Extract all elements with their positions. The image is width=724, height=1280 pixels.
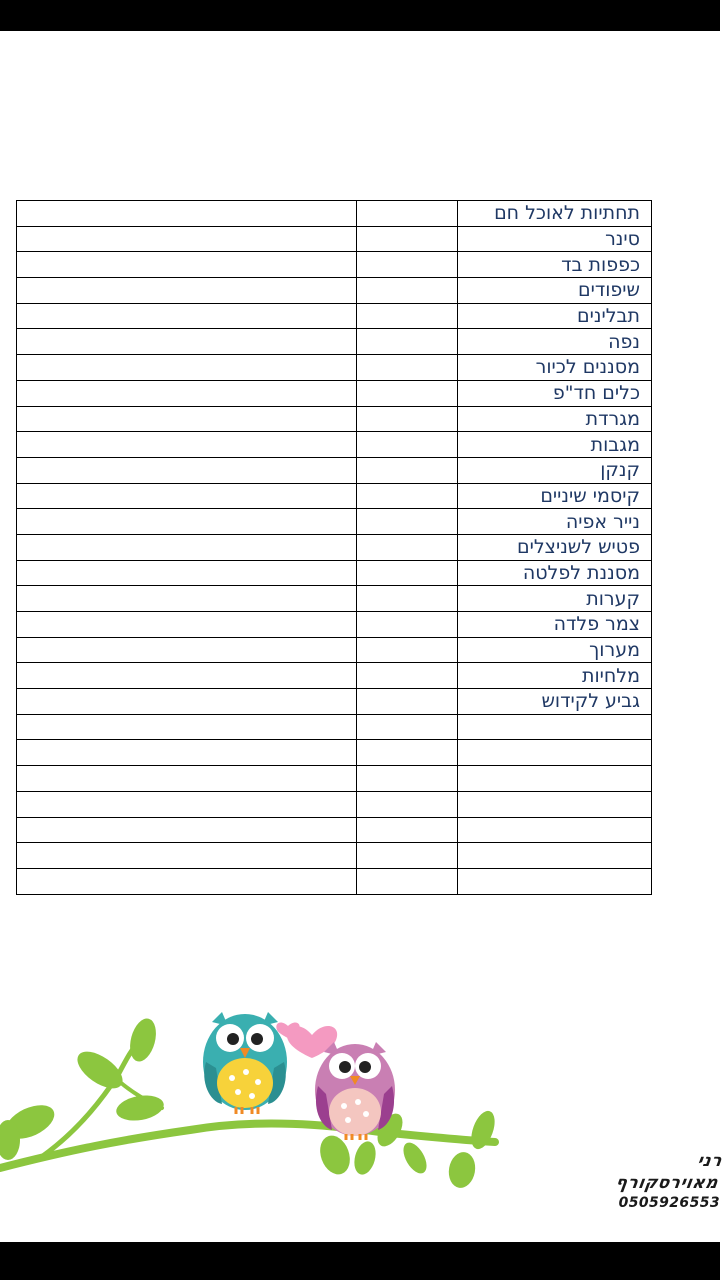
notes-cell xyxy=(17,457,357,483)
notes-cell xyxy=(17,201,357,227)
notes-cell xyxy=(17,766,357,792)
item-name-cell: קיסמי שיניים xyxy=(458,483,652,509)
table-row xyxy=(17,201,652,227)
notes-cell xyxy=(17,278,357,304)
signature-phone: 0505926553 xyxy=(618,1195,720,1211)
leaf xyxy=(315,1131,355,1178)
item-name-cell: מסננת לפלטה xyxy=(458,560,652,586)
notes-cell xyxy=(17,509,357,535)
table-row xyxy=(17,714,652,740)
leaf xyxy=(114,1092,165,1124)
quantity-cell xyxy=(357,843,458,869)
quantity-cell xyxy=(357,766,458,792)
leaf xyxy=(399,1139,432,1177)
signature-block xyxy=(606,1150,724,1212)
notes-cell xyxy=(17,637,357,663)
quantity-cell xyxy=(357,586,458,612)
notes-cell xyxy=(17,817,357,843)
table-row xyxy=(17,689,652,715)
teal-owl xyxy=(203,1012,287,1114)
table-row xyxy=(17,766,652,792)
quantity-cell xyxy=(357,791,458,817)
quantity-cell xyxy=(357,201,458,227)
status-bar xyxy=(0,0,720,31)
table-row xyxy=(17,637,652,663)
notes-cell xyxy=(17,303,357,329)
item-name-cell: מגבות xyxy=(458,432,652,458)
quantity-cell xyxy=(357,560,458,586)
quantity-cell xyxy=(357,355,458,381)
navigation-bar xyxy=(0,1242,720,1280)
table-row xyxy=(17,534,652,560)
quantity-cell xyxy=(357,534,458,560)
item-name-cell xyxy=(458,843,652,869)
item-name-cell xyxy=(458,817,652,843)
notes-cell xyxy=(17,843,357,869)
table-row xyxy=(17,612,652,638)
quantity-cell xyxy=(357,817,458,843)
item-name-cell: פטיש לשניצלים xyxy=(458,534,652,560)
notes-cell xyxy=(17,612,357,638)
item-name-cell: תחתיות לאוכל חם xyxy=(458,201,652,227)
item-name-cell: נייר אפיה xyxy=(458,509,652,535)
table-row xyxy=(17,303,652,329)
notes-cell xyxy=(17,252,357,278)
item-name-cell: מסננים לכיור xyxy=(458,355,652,381)
table-row xyxy=(17,868,652,894)
table-row xyxy=(17,278,652,304)
item-name-cell xyxy=(458,766,652,792)
quantity-cell xyxy=(357,303,458,329)
quantity-cell xyxy=(357,252,458,278)
item-name-cell: מגרדת xyxy=(458,406,652,432)
notes-cell xyxy=(17,560,357,586)
checklist-table xyxy=(16,200,652,895)
notes-cell xyxy=(17,868,357,894)
notes-cell xyxy=(17,355,357,381)
item-name-cell: צמר פלדה xyxy=(458,612,652,638)
quantity-cell xyxy=(357,278,458,304)
item-name-cell: סינר xyxy=(458,226,652,252)
quantity-cell xyxy=(357,637,458,663)
item-name-cell: מערוך xyxy=(458,637,652,663)
item-name-cell xyxy=(458,791,652,817)
quantity-cell xyxy=(357,663,458,689)
notes-cell xyxy=(17,740,357,766)
table-row xyxy=(17,663,652,689)
signature-name: רני מאוירסקורף xyxy=(613,1151,724,1193)
quantity-cell xyxy=(357,509,458,535)
table-row xyxy=(17,329,652,355)
notes-cell xyxy=(17,586,357,612)
quantity-cell xyxy=(357,612,458,638)
quantity-cell xyxy=(357,380,458,406)
notes-cell xyxy=(17,329,357,355)
notes-cell xyxy=(17,226,357,252)
owls-on-branch-illustration xyxy=(0,990,500,1195)
table-row xyxy=(17,791,652,817)
table-row xyxy=(17,457,652,483)
quantity-cell xyxy=(357,329,458,355)
purple-owl xyxy=(315,1042,395,1140)
notes-cell xyxy=(17,380,357,406)
leaf xyxy=(351,1139,379,1177)
item-name-cell: נפה xyxy=(458,329,652,355)
quantity-cell xyxy=(357,689,458,715)
table-row xyxy=(17,406,652,432)
quantity-cell xyxy=(357,406,458,432)
quantity-cell xyxy=(357,457,458,483)
quantity-cell xyxy=(357,432,458,458)
table-row xyxy=(17,380,652,406)
item-name-cell xyxy=(458,740,652,766)
quantity-cell xyxy=(357,740,458,766)
table-row xyxy=(17,355,652,381)
notes-cell xyxy=(17,406,357,432)
quantity-cell xyxy=(357,226,458,252)
table-row xyxy=(17,817,652,843)
item-name-cell: קערות xyxy=(458,586,652,612)
item-name-cell xyxy=(458,714,652,740)
table-row xyxy=(17,252,652,278)
notes-cell xyxy=(17,791,357,817)
notes-cell xyxy=(17,714,357,740)
item-name-cell: תבלינים xyxy=(458,303,652,329)
table-row xyxy=(17,843,652,869)
quantity-cell xyxy=(357,483,458,509)
quantity-cell xyxy=(357,868,458,894)
table-row xyxy=(17,586,652,612)
item-name-cell: כפפות בד xyxy=(458,252,652,278)
notes-cell xyxy=(17,689,357,715)
item-name-cell: כלים חד"פ xyxy=(458,380,652,406)
table-row xyxy=(17,483,652,509)
quantity-cell xyxy=(357,714,458,740)
notes-cell xyxy=(17,663,357,689)
item-name-cell: גביע לקידוש xyxy=(458,689,652,715)
table-row xyxy=(17,560,652,586)
notes-cell xyxy=(17,483,357,509)
table-row xyxy=(17,432,652,458)
item-name-cell: שיפודים xyxy=(458,278,652,304)
table-row xyxy=(17,226,652,252)
item-name-cell xyxy=(458,868,652,894)
item-name-cell: מלחיות xyxy=(458,663,652,689)
table-row xyxy=(17,509,652,535)
notes-cell xyxy=(17,432,357,458)
table-row xyxy=(17,740,652,766)
item-name-cell: קנקן xyxy=(458,457,652,483)
notes-cell xyxy=(17,534,357,560)
leaf xyxy=(126,1016,161,1065)
leaf xyxy=(446,1150,478,1190)
